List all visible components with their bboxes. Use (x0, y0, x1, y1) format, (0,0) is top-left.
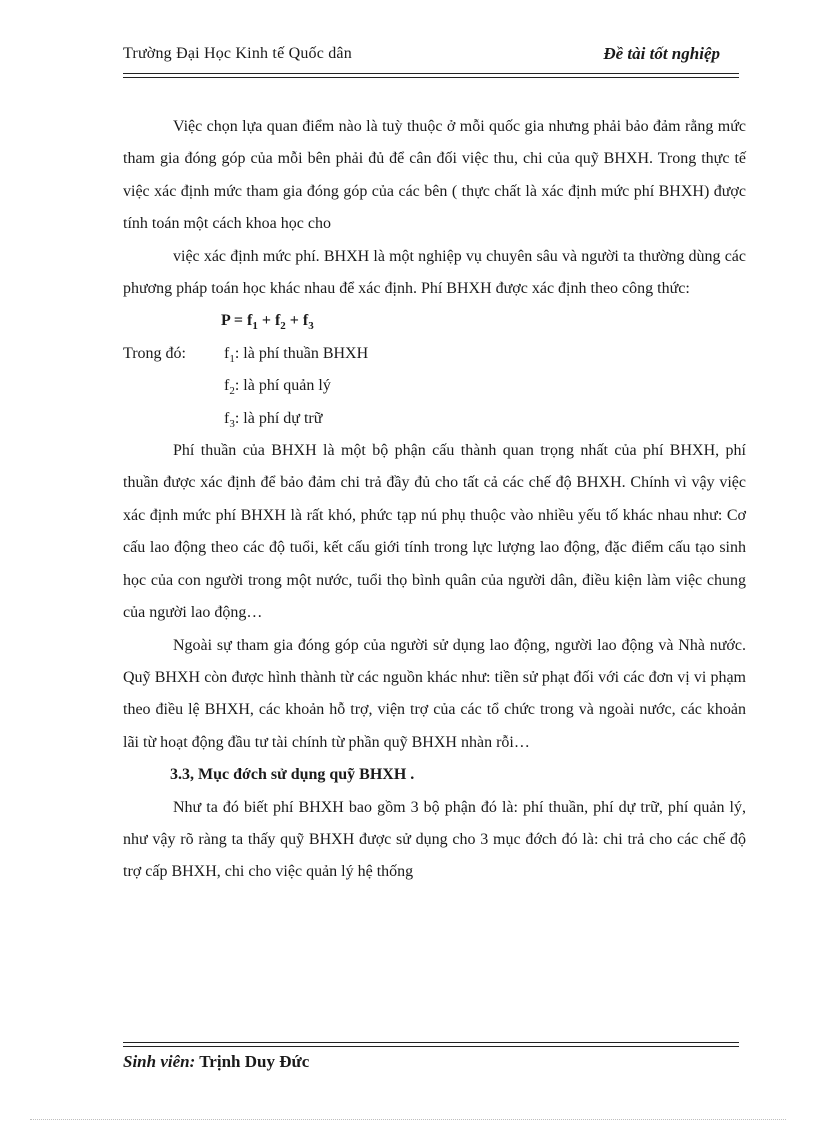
footer-student-name: Trịnh Duy Đức (195, 1052, 310, 1071)
section-heading: 3.3, Mục đớch sử dụng quỹ BHXH . (170, 766, 415, 784)
formula-legend-row-1 (123, 338, 746, 370)
header-rule-bottom (123, 77, 739, 78)
paragraph-4: Ngoài sự tham gia đóng góp của người sử dụng lao động, người lao động và Nhà nước. Quỹ BHXH còn được hình thành từ các nguồn khác như: tiền sử phạt đối với các đơn vị vi phạm theo điều lệ BHXH, các khoản hỗ trợ, viện trợ của các tổ chức trong và ngoài nước, các khoản lãi từ hoạt động đầu tư tài chính từ phần quỹ BHXH nhàn rỗi… (123, 636, 746, 751)
footer-student (123, 1052, 309, 1072)
paragraph-2: việc xác định mức phí. BHXH là một nghiệp vụ chuyên sâu và người ta thường dùng các phương pháp toán học khác nhau để xác định. Phí BHXH được xác định theo công thức: (123, 247, 746, 298)
footer-rule-bottom (123, 1046, 739, 1047)
body-text (123, 111, 746, 889)
formula-legend-item: $f_3$: là phí dự trữ (224, 409, 323, 430)
premium-formula: $P = f_1 + f_2 + f_3$ (221, 312, 314, 333)
header-thesis-title: Đề tài tốt nghiệp (603, 44, 720, 63)
paragraph-5: Như ta đó biết phí BHXH bao gồm 3 bộ phận đó là: phí thuần, phí dự trữ, phí quản lý, như vậy rõ ràng ta thấy quỹ BHXH được sử dụng cho 3 mục đớch đó là: chi trả cho các chế độ trợ cấp BHXH, chi cho việc quản lý hệ thống (123, 798, 746, 881)
paragraph-3: Phí thuần của BHXH là một bộ phận cấu thành quan trọng nhất của phí BHXH, phí thuần được xác định để bảo đảm chi trả đầy đủ cho tất cả các chế độ BHXH. Chính vì vậy việc xác định mức phí BHXH là rất khó, phức tạp nú phụ thuộc vào nhiều yếu tố khác nhau như: Cơ cấu lao động theo các độ tuổi, kết cấu giới tính trong lực lượng lao động, đặc điểm cấu tạo sinh học của con người trong một nước, tuổi thọ bình quân của người dân, điều kiện làm việc chung của người lao động… (123, 442, 746, 622)
formula-legend-item: $f_1$: là phí thuần BHXH (224, 344, 369, 366)
footer-label: Sinh viên: (123, 1052, 196, 1071)
formula-legend-label: Trong đó: (123, 344, 186, 362)
formula-legend-item: $f_2$: là phí quản lý (224, 377, 331, 398)
page-bottom-divider (30, 1119, 786, 1120)
header-rule-top (123, 73, 739, 74)
header-university: Trường Đại Học Kinh tế Quốc dân (123, 45, 352, 62)
paragraph-1: Việc chọn lựa quan điểm nào là tuỳ thuộc ở mỗi quốc gia nhưng phải bảo đảm rằng mức tham gia đóng góp của mỗi bên phải đủ để cân đối việc thu, chi của quỹ BHXH. Trong thực tế việc xác định mức tham gia đóng góp của các bên ( thực chất là xác định mức phí BHXH) được tính toán một cách khoa học cho (123, 118, 746, 233)
footer-rule-top (123, 1042, 739, 1043)
